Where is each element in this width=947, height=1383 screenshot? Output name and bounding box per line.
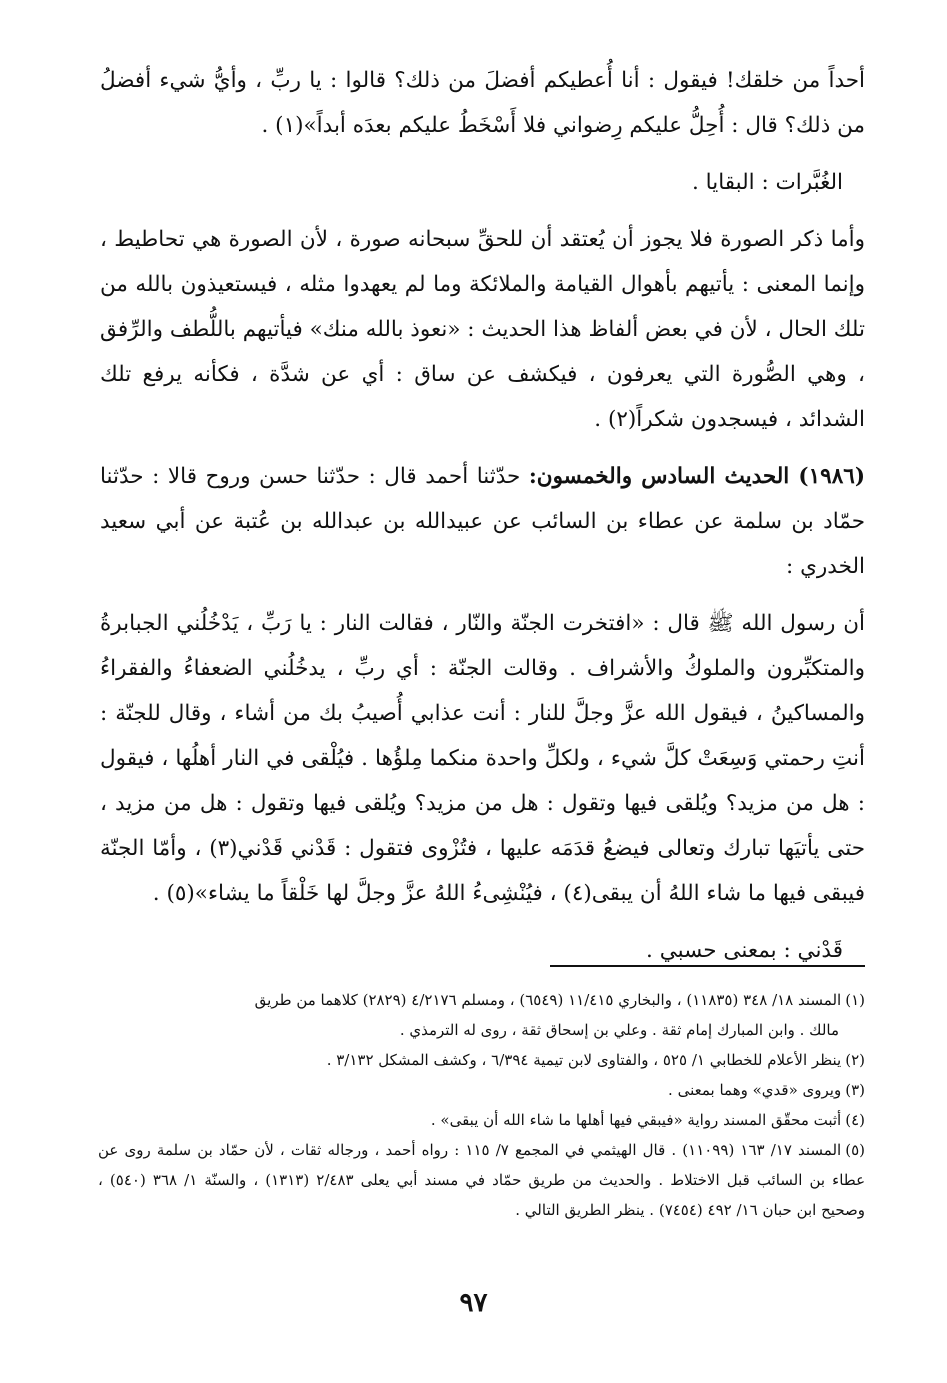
footnote-3 — [98, 1075, 865, 1105]
footnote-text: أثبت محقّق المسند رواية «فيبقي فيها أهلها ما شاء الله أن يبقى» . — [430, 1111, 842, 1129]
hadith-heading: (١٩٨٦) الحديث السادس والخمسون: — [528, 464, 865, 489]
footnote-1-continuation: مالك . وابن المبارك إمام ثقة . وعلي بن إسحاق ثقة ، روى له الترمذي . — [399, 1021, 839, 1039]
gloss-ghubbarat: الغُبَّرات : البقايا . — [691, 170, 843, 195]
footnote-number: (٢) — [845, 1051, 865, 1069]
footnotes — [98, 985, 865, 1225]
footnote-separator — [550, 965, 865, 967]
footnote-2 — [98, 1045, 865, 1075]
footnote-4 — [98, 1105, 865, 1135]
gloss-qadni: قَدْني : بمعنى حسبي . — [646, 938, 843, 963]
footnote-number: (٣) — [845, 1081, 865, 1099]
paragraph-commentary: وأما ذكر الصورة فلا يجوز أن يُعتقد أن للحقِّ سبحانه صورة ، لأن الصورة هي تحاطيط ، وإنما المعنى : يأتيهم بأهوال القيامة والملائكة وما لم يعهدوا مثله ، فيستعيذون بالله من تلك الحال ، لأن في بعض ألفاظ هذا الحديث : «نعوذ بالله منك» فيأتيهم باللُّطف والرِّفق ، وهي الصُّورة التي يعرفون ، فيكشف عن ساق : أي عن شدَّة ، فكأنه يرفع تلك الشدائد ، فيسجدون شكراً(٢) . — [100, 227, 865, 432]
footnote-text: ينظر الأعلام للخطابي ١/ ٥٢٥ ، والفتاوى لابن تيمية ٦/٣٩٤ ، وكشف المشكل ٣/١٣٢ . — [326, 1051, 842, 1069]
hadith-matn: أن رسول الله ﷺ قال : «افتخرت الجنّة والنّار ، فقالت النار : يا رَبِّ ، يَدْخُلُني الجبابرةُ والمتكبِّرون والملوكُ والأشراف . وقالت الجنّة : أي ربِّ ، يدخُلُني الضعفاءُ والفقراءُ والمساكينُ ، فيقول الله عزَّ وجلَّ للنار : أنت عذابي أُصيبُ بك من أشاء ، وقال للجنّة : أنتِ رحمتي وَسِعَتْ كلَّ شيء ، ولكلِّ واحدة منكما مِلؤُها . فيُلْقى في النار أهلُها ، فيقول : هل من مزيد؟ ويُلقى فيها وتقول : هل من مزيد؟ ويُلقى فيها وتقول : هل من مزيد ، حتى يأتيَها تبارك وتعالى فيضعُ قدَمَه عليها ، فتُزْوى فتقول : قَدْني قَدْني(٣) ، وأمّا الجنّة فيبقى فيها ما شاء اللهُ أن يبقى(٤) ، فيُنْشِىءُ اللهُ عزَّ وجلَّ لها خَلْقاً ما يشاء»(٥) . — [100, 611, 866, 906]
footnote-text: المسند ١٧/ ١٦٣ (١١٠٩٩) . قال الهيثمي في المجمع ٧/ ١١٥ : رواه أحمد ، ورجاله ثقات ، لأن حمّاد بن سلمة روى عن عطاء بن السائب قبل الاختلاط . والحديث من طريق حمّاد في مسند أبي يعلى ٢/٤٨٣ (١٣١٣) ، والسنّة ١/ ٣٦٨ (٥٤٠) ، وصحيح ابن حبان ١٦/ ٤٩٢ (٧٤٥٤) . ينظر الطريق التالي . — [98, 1141, 866, 1219]
footnote-number: (٤) — [845, 1111, 865, 1129]
page-number: ٩٧ — [459, 1288, 488, 1318]
footnote-5 — [98, 1135, 865, 1225]
main-text — [100, 58, 865, 985]
footnote-number: (٥) — [845, 1141, 866, 1159]
footnote-number: (١) — [845, 991, 865, 1009]
footnote-text: المسند ١٨/ ٣٤٨ (١١٨٣٥) ، والبخاري ١١/٤١٥ (٦٥٤٩) ، ومسلم ٤/٢١٧٦ (٢٨٢٩) كلاهما من طريق — [254, 991, 842, 1009]
paragraph-ending-previous-hadith: أحداً من خلقك! فيقول : أنا أُعطيكم أفضلَ من ذلك؟ قالوا : يا ربِّ ، وأيُّ شيء أفضلُ من ذلك؟ قال : أُحِلُّ عليكم رِضواني فلا أَسْخَطُ عليكم بعدَه أبداً»(١) . — [100, 68, 865, 138]
footnote-text: ويروى «قدي» وهما بمعنى . — [668, 1081, 842, 1099]
hadith-isnad: حدّثنا أحمد قال : حدّثنا حسن وروح قالا : حدّثنا حمّاد بن سلمة عن عطاء بن السائب عن عبيدالله بن عبدالله بن عُتبة عن أبي سعيد الخدري : — [100, 464, 865, 579]
footnote-1 — [98, 985, 865, 1015]
hadith-isnad-paragraph — [100, 454, 865, 589]
